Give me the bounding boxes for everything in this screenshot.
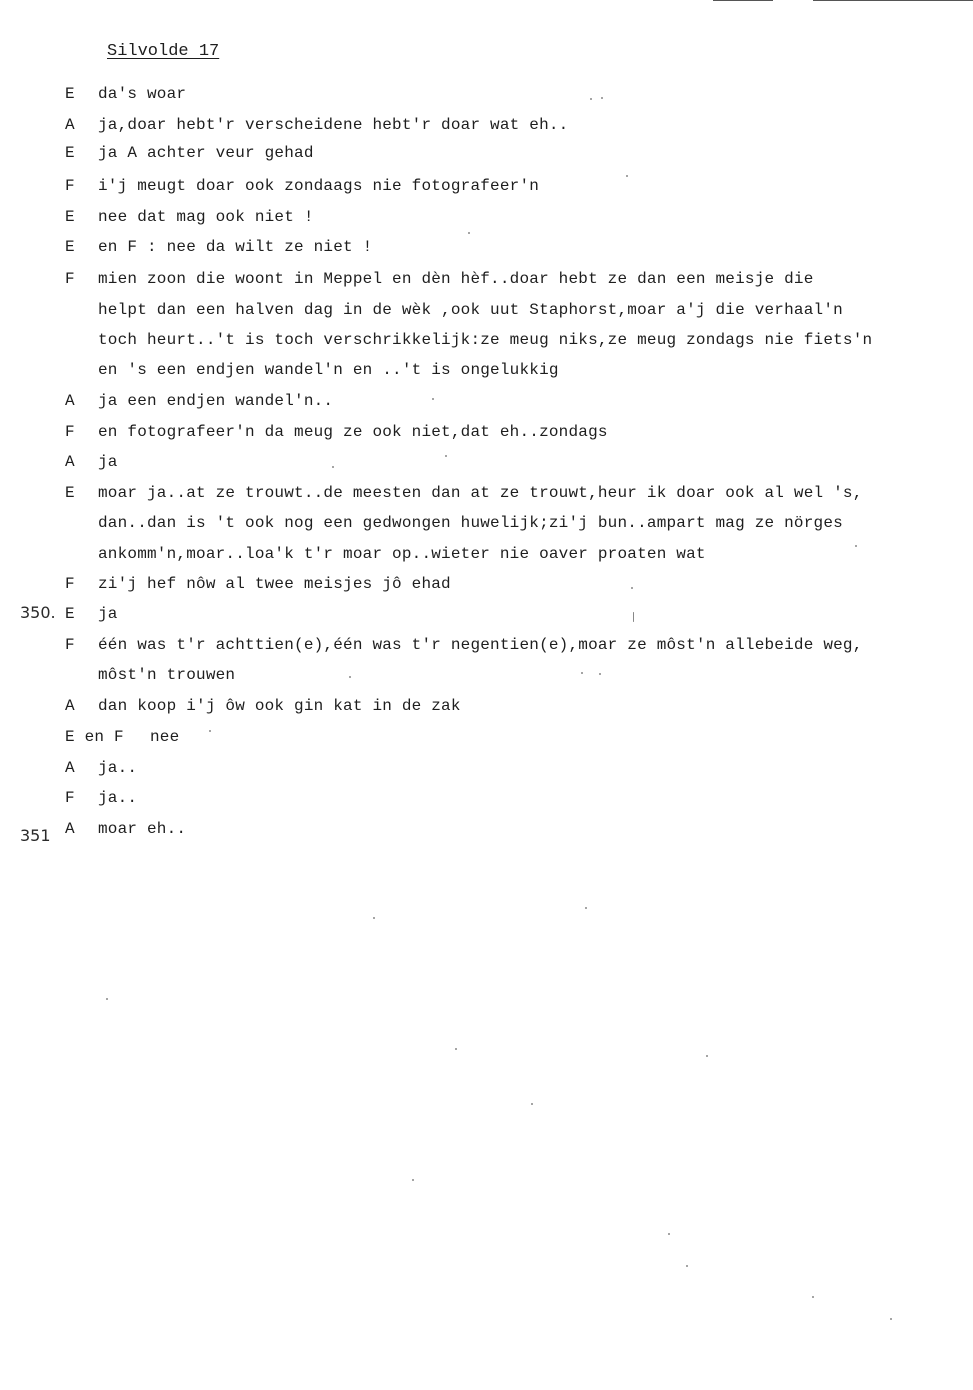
paper-speck	[631, 587, 633, 589]
utterance-text: en 's een endjen wandel'n en ..'t is ongelukkig	[98, 361, 559, 379]
paper-speck	[209, 730, 211, 732]
speaker-label: E	[65, 85, 75, 103]
paper-speck	[412, 1179, 414, 1181]
utterance-text: ja	[98, 605, 118, 623]
utterance-text: ja..	[98, 759, 138, 777]
margin-number: 351	[20, 826, 51, 845]
utterance-text: môst'n trouwen	[98, 666, 236, 684]
page-title: Silvolde 17	[107, 42, 220, 61]
paper-speck	[890, 1318, 892, 1320]
utterance-text: nee	[150, 728, 180, 746]
utterance-text: ja A achter veur gehad	[98, 144, 314, 162]
speaker-label: F	[65, 636, 75, 654]
utterance-text: en fotografeer'n da meug ze ook niet,dat eh..zondags	[98, 423, 608, 441]
utterance-text: ja	[98, 453, 118, 471]
speaker-label: A	[65, 392, 75, 410]
utterance-text: nee dat mag ook niet !	[98, 208, 314, 226]
speaker-label: E	[65, 208, 75, 226]
top-rule-right	[813, 0, 973, 1]
paper-speck	[706, 1055, 708, 1057]
paper-speck	[455, 1048, 457, 1050]
paper-speck	[590, 98, 592, 100]
speaker-label: F	[65, 423, 75, 441]
paper-speck	[581, 672, 583, 674]
paper-speck	[468, 232, 470, 234]
paper-speck	[432, 398, 434, 400]
paper-speck	[686, 1265, 688, 1267]
top-rule-left	[713, 0, 773, 1]
speaker-label: A	[65, 453, 75, 471]
utterance-text: en F : nee da wilt ze niet !	[98, 238, 373, 256]
paper-speck	[626, 175, 628, 177]
utterance-text: zi'j hef nôw al twee meisjes jô ehad	[98, 575, 451, 593]
utterance-text: da's woar	[98, 85, 187, 103]
paper-speck	[531, 1103, 533, 1105]
paper-speck	[373, 917, 375, 919]
paper-speck	[106, 998, 108, 1000]
utterance-text: ja een endjen wandel'n..	[98, 392, 334, 410]
utterance-text: ja,doar hebt'r verscheidene hebt'r doar wat eh..	[98, 116, 569, 134]
speaker-label: A	[65, 820, 75, 838]
utterance-text: ja..	[98, 789, 138, 807]
paper-speck	[812, 1296, 814, 1298]
paper-speck	[668, 1233, 670, 1235]
speaker-label: F	[65, 177, 75, 195]
margin-number: 350.	[20, 603, 56, 622]
utterance-text: mien zoon die woont in Meppel en dèn hèf..doar hebt ze dan een meisje die	[98, 270, 814, 288]
paper-speck	[601, 97, 603, 99]
speaker-label: A	[65, 116, 75, 134]
speaker-label: E en F	[65, 728, 124, 746]
paper-speck	[599, 673, 601, 675]
speaker-label: E	[65, 605, 75, 623]
speaker-label: A	[65, 759, 75, 777]
utterance-text: moar ja..at ze trouwt..de meesten dan at ze trouwt,heur ik doar ook al wel 's,	[98, 484, 863, 502]
speaker-label: E	[65, 238, 75, 256]
speaker-label: F	[65, 789, 75, 807]
speaker-label: F	[65, 270, 75, 288]
utterance-text: dan koop i'j ôw ook gin kat in de zak	[98, 697, 461, 715]
utterance-text: dan..dan is 't ook nog een gedwongen huwelijk;zi'j bun..ampart mag ze nörges	[98, 514, 843, 532]
utterance-text: i'j meugt doar ook zondaags nie fotografeer'n	[98, 177, 540, 195]
utterance-text: toch heurt..'t is toch verschrikkelijk:ze meug niks,ze meug zondags nie fiets'n	[98, 331, 873, 349]
speaker-label: F	[65, 575, 75, 593]
speaker-label: A	[65, 697, 75, 715]
utterance-text: moar eh..	[98, 820, 187, 838]
speaker-label: E	[65, 484, 75, 502]
speaker-label: E	[65, 144, 75, 162]
utterance-text: helpt dan een halven dag in de wèk ,ook uut Staphorst,moar a'j die verhaal'n	[98, 301, 843, 319]
paper-speck	[633, 612, 634, 622]
paper-speck	[349, 676, 351, 678]
utterance-text: één was t'r achttien(e),één was t'r negentien(e),moar ze môst'n allebeide weg,	[98, 636, 863, 654]
utterance-text: ankomm'n,moar..loa'k t'r moar op..wieter nie oaver proaten wat	[98, 545, 706, 563]
paper-speck	[332, 466, 334, 468]
paper-speck	[585, 907, 587, 909]
paper-speck	[855, 545, 857, 547]
paper-speck	[445, 455, 447, 457]
